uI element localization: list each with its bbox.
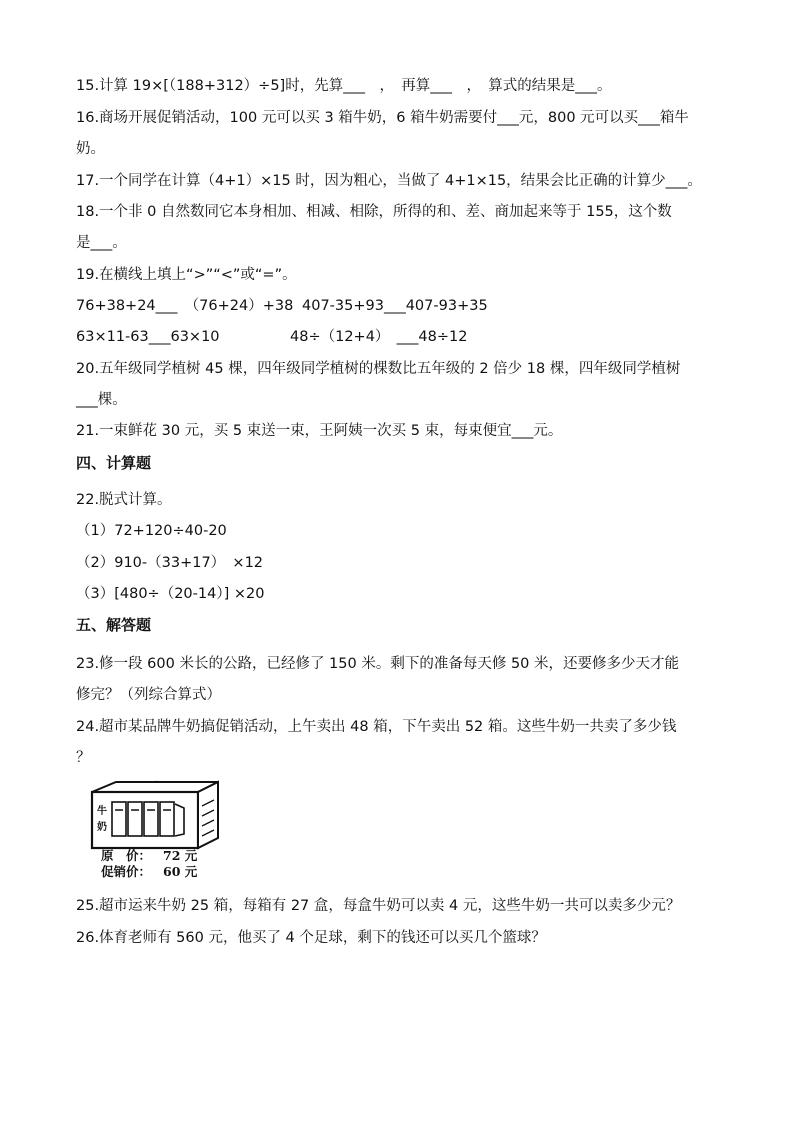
- question-22-part-3: （3）[480÷（20-14）] ×20: [76, 586, 265, 602]
- question-15: 15.计算 19×[（188+312）÷5]时，先算___ ， 再算___ ， 算式的结果是___。: [76, 78, 612, 94]
- price-original-value: 72 元: [163, 848, 198, 863]
- box-text-niu: 牛: [97, 806, 107, 817]
- question-18-line-2: 是___。: [76, 235, 127, 251]
- question-19: 19.在横线上填上“>”“<”或“=”。: [76, 267, 297, 283]
- question-16-line-1: 16.商场开展促销活动，100 元可以买 3 箱牛奶，6 箱牛奶需要付___元，800 元可以买___箱牛: [76, 110, 689, 126]
- question-23-line-2: 修完？（列综合算式）: [76, 687, 221, 703]
- section-heading-word-problems: 五、解答题: [76, 616, 152, 634]
- price-promo-value: 60 元: [163, 864, 198, 879]
- question-25: 25.超市运来牛奶 25 箱，每箱有 27 盒，每盒牛奶可以卖 4 元，这些牛奶一共可以卖多少元？: [76, 898, 681, 914]
- question-19-row-1-right: 407-35+93___407-93+35: [302, 298, 488, 314]
- question-20-line-2: ___棵。: [76, 392, 127, 408]
- question-19-row-2-left: 63×11-63___63×10: [76, 329, 220, 345]
- question-19-row-2-right: 48÷（12+4） ___48÷12: [290, 329, 468, 345]
- question-16-line-2: 奶。: [76, 141, 105, 157]
- question-22-part-2: （2）910-（33+17） ×12: [76, 555, 264, 571]
- milk-box-icon: [86, 776, 226, 852]
- question-20-line-1: 20.五年级同学植树 45 棵，四年级同学植树的棵数比五年级的 2 倍少 18 棵，四年级同学植树: [76, 361, 681, 377]
- question-22-part-1: （1）72+120÷40-20: [76, 523, 227, 539]
- question-22: 22.脱式计算。: [76, 492, 172, 508]
- box-text-nai: 奶: [97, 822, 107, 833]
- question-24-line-1: 24.超市某品牌牛奶搞促销活动，上午卖出 48 箱，下午卖出 52 箱。这些牛奶一共卖了多少钱: [76, 719, 677, 735]
- price-promo-label: 促销价：: [101, 864, 152, 879]
- question-19-row-1-left: 76+38+24___ （76+24）+38: [76, 298, 294, 314]
- question-26: 26.体育老师有 560 元，他买了 4 个足球，剩下的钱还可以买几个篮球？: [76, 930, 546, 946]
- question-18-line-1: 18.一个非 0 自然数同它本身相加、相减、相除，所得的和、差、商加起来等于 155，这个数: [76, 204, 672, 220]
- price-original-label: 原 价：: [101, 848, 152, 863]
- question-17: 17.一个同学在计算（4+1）×15 时，因为粗心，当做了 4+1×15，结果会比正确的计算少___。: [76, 173, 702, 189]
- question-24-line-2: ？: [76, 750, 91, 766]
- question-23-line-1: 23.修一段 600 米长的公路，已经修了 150 米。剩下的准备每天修 50 米，还要修多少天才能: [76, 656, 680, 672]
- question-21: 21.一束鲜花 30 元，买 5 束送一束，王阿姨一次买 5 束，每束便宜___元。: [76, 423, 563, 439]
- section-heading-calculation: 四、计算题: [76, 454, 152, 472]
